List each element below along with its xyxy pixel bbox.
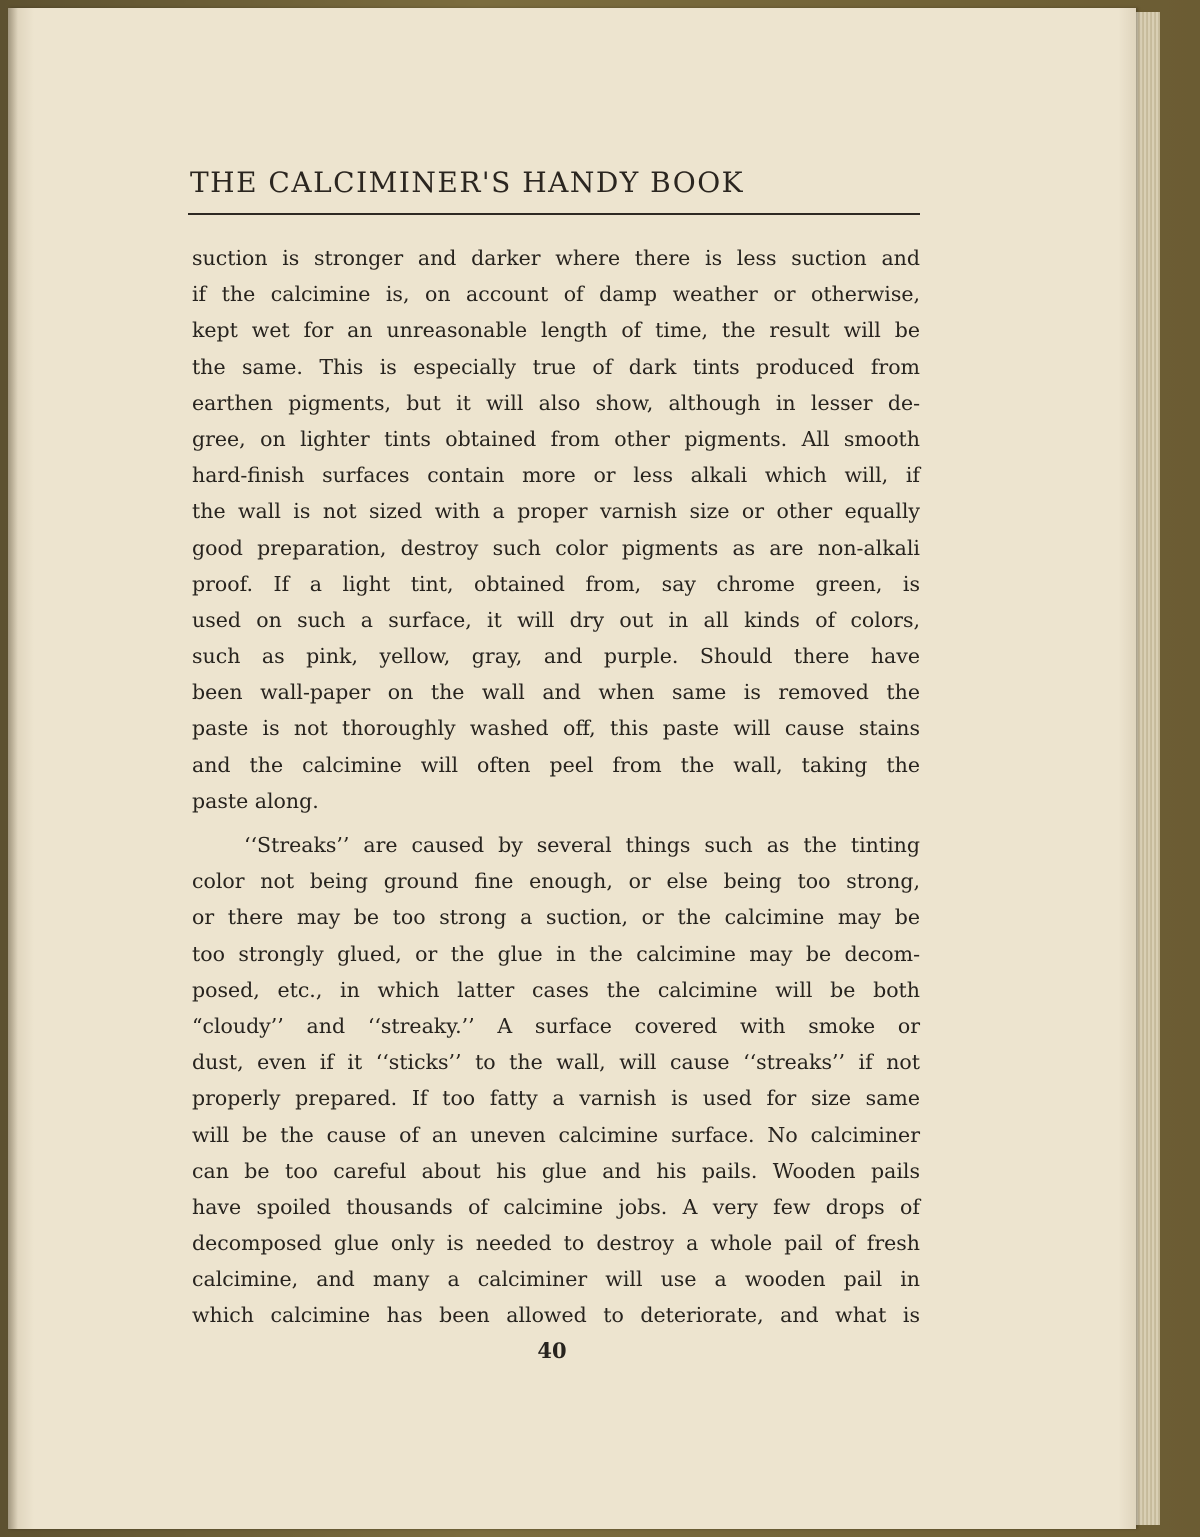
paragraph <box>192 827 920 1334</box>
text-line: and the calcimine will often peel from the wall, taking the <box>192 752 920 777</box>
text-line: which calcimine has been allowed to deteriorate, and what is <box>192 1303 920 1328</box>
page-edges <box>1136 12 1160 1525</box>
text-line: good preparation, destroy such color pigments as are non-alkali <box>192 535 920 560</box>
text-line: if the calcimine is, on account of damp weather or otherwise, <box>192 282 920 307</box>
text-line: gree, on lighter tints obtained from other pigments. All smooth <box>192 426 920 451</box>
text-line: the wall is not sized with a proper varnish size or other equally <box>192 499 920 524</box>
text-line: have spoiled thousands of calcimine jobs. A very few drops of <box>192 1194 920 1219</box>
text-line: earthen pigments, but it will also show, although in lesser de- <box>192 390 920 415</box>
text-line: or there may be too strong a suction, or the calcimine may be <box>192 905 920 930</box>
text-line: “cloudy’’ and ‘‘streaky.’’ A surface covered with smoke or <box>192 1013 920 1038</box>
body-text <box>192 240 920 1334</box>
text-line: will be the cause of an uneven calcimine surface. No calciminer <box>192 1122 920 1147</box>
text-line: properly prepared. If too fatty a varnish is used for size same <box>192 1086 920 1111</box>
text-line: used on such a surface, it will dry out in all kinds of colors, <box>192 607 920 632</box>
running-head-rule <box>188 213 920 215</box>
text-line: color not being ground fine enough, or else being too strong, <box>192 869 920 894</box>
text-line: decomposed glue only is needed to destroy a whole pail of fresh <box>192 1231 920 1256</box>
text-line: been wall-paper on the wall and when same is removed the <box>192 680 920 705</box>
text-line: can be too careful about his glue and his pails. Wooden pails <box>192 1158 920 1183</box>
text-line: paste along. <box>192 788 319 813</box>
spine-shadow <box>8 8 18 1529</box>
paragraph-gap <box>192 819 920 827</box>
running-head: THE CALCIMINER'S HANDY BOOK <box>190 166 745 199</box>
page-number: 40 <box>537 1338 567 1363</box>
paragraph <box>192 240 920 819</box>
text-line: kept wet for an unreasonable length of time, the result will be <box>192 318 920 343</box>
text-line: too strongly glued, or the glue in the calcimine may be decom- <box>192 941 920 966</box>
text-line: dust, even if it ‘‘sticks’’ to the wall, will cause ‘‘streaks’’ if not <box>192 1050 920 1075</box>
text-line: calcimine, and many a calciminer will use a wooden pail in <box>192 1267 920 1292</box>
text-line: the same. This is especially true of dark tints produced from <box>192 354 920 379</box>
text-line: paste is not thoroughly washed off, this paste will cause stains <box>192 716 920 741</box>
text-line: suction is stronger and darker where there is less suction and <box>192 246 920 270</box>
text-line: such as pink, yellow, gray, and purple. Should there have <box>192 644 920 669</box>
text-line: posed, etc., in which latter cases the calcimine will be both <box>192 977 920 1002</box>
text-line: proof. If a light tint, obtained from, say chrome green, is <box>192 571 920 596</box>
text-line: hard-finish surfaces contain more or less alkali which will, if <box>192 463 920 488</box>
text-line: ‘‘Streaks’’ are caused by several things such as the tinting <box>244 833 920 857</box>
